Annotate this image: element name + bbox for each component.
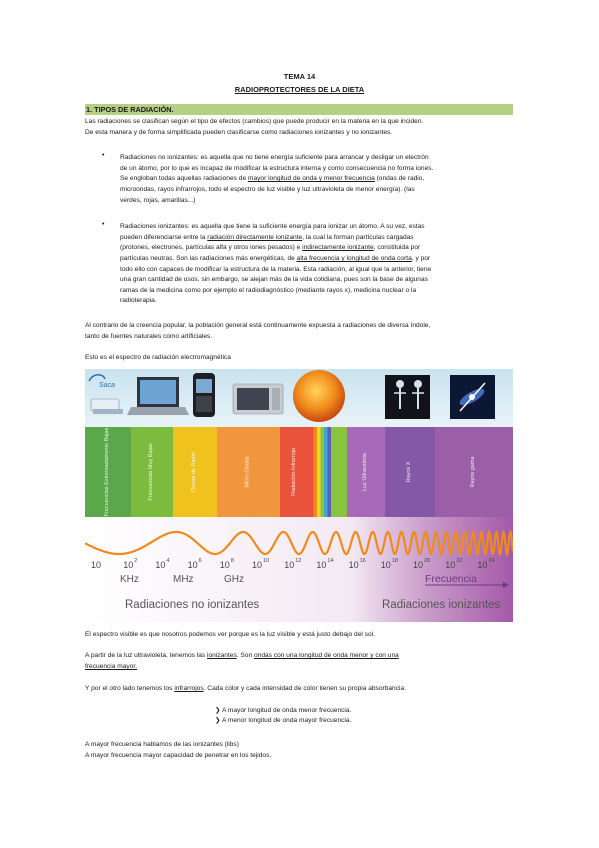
bullet1-line-5: verdes, rojas, amarillas...) — [120, 197, 196, 204]
tick-label: 10 — [284, 560, 295, 570]
band-label: Luz Ultravioleta — [362, 453, 368, 491]
tick-label: 10 — [123, 560, 134, 570]
after-line-2: A partir de la luz ultravioleta, tenemos las ionizantes. Son ondas con una longitud de onda menor y con una — [85, 652, 399, 659]
para2-line-1: Al contrario de la creencia popular, la población general está continuamente expuesta a radiaciones de diversa índole, — [85, 322, 431, 329]
bullet2-line-7: ramas de la medicina como por ejemplo el radiodiagnóstico (mediante rayos x), medicina nuclear o la — [120, 287, 417, 294]
tema-heading: TEMA 14 — [283, 72, 316, 81]
tick-label: 10 — [477, 560, 488, 570]
band-label: Ondas de Radio — [191, 452, 197, 492]
tick-exponent: 16 — [359, 558, 366, 564]
band-label: Frecuencias Muy Bajas — [148, 443, 154, 501]
microwave-icon — [233, 384, 283, 414]
tick-label: 10 — [219, 560, 230, 570]
arrow-right-icon: ❯ — [215, 707, 222, 714]
bullet2-line-5: todo ello con capaces de modificar la estructura de la materia. Esta radiación, al igual que la anterior, tiene — [120, 266, 432, 273]
final-line-2: A mayor frecuencia mayor capacidad de penetrar en los tejidos. — [85, 752, 272, 759]
intro-line-1: Las radiaciones se clasifican según el tipo de efectos (cambios) que puede producir en la materia en la que inciden. — [85, 118, 424, 125]
spectrum-illustration — [85, 369, 513, 622]
final-line-1: A mayor frecuencia hablamos de las ionizantes (libs) — [85, 741, 239, 748]
powerline-icon — [91, 399, 123, 414]
tick-exponent: 10 — [263, 558, 270, 564]
bullet2-line-8: radioterapia. — [120, 297, 157, 304]
tick-label: 10 — [155, 560, 166, 570]
band-label: Micro Ondas — [244, 456, 251, 488]
tick-exponent: 8 — [230, 558, 234, 564]
visible-light-stripe — [321, 427, 325, 517]
tick-exponent: 2 — [134, 558, 138, 564]
tick-label: 10 — [413, 560, 424, 570]
tick-exponent: 14 — [327, 558, 334, 564]
after-line-1: El espectro visible es que nosotros podemos ver porque es la luz visible y está justo debajo del sol. — [85, 631, 375, 638]
arrow-right-icon: ❯ — [215, 717, 222, 724]
page-title: RADIOPROTECTORES DE LA DIETA — [234, 85, 365, 94]
tick-label: 10 — [380, 560, 391, 570]
unit-ghz: GHz — [224, 574, 244, 585]
sun-icon — [293, 370, 345, 422]
spectrum-caption: Esto es el espectro de radiación electromagnética — [85, 354, 231, 361]
tick-label: 10 — [252, 560, 263, 570]
band-label: Radiación Infrarroja — [291, 448, 297, 496]
tick-label: 10 — [187, 560, 198, 570]
visible-light-stripe — [317, 427, 321, 517]
non-ionizing-label: Radiaciones no ionizantes — [125, 599, 260, 611]
tick-label: 10 — [316, 560, 327, 570]
visible-light-stripe — [310, 427, 314, 517]
spectrum-bands — [85, 427, 513, 517]
after-line-3: frecuencia mayor. — [85, 663, 138, 670]
visible-light-stripe — [314, 427, 318, 517]
after-line-4: Y por el otro lado tenemos los infrarrojos. Cada color y cada intensidad de color tienen su propia absorbancia. — [85, 685, 406, 692]
tick-label: 10 — [348, 560, 359, 570]
tick-exponent: 20 — [424, 558, 431, 564]
tick-exponent: 6 — [198, 558, 202, 564]
tick-exponent: 4 — [166, 558, 170, 564]
intro-line-2: De esta manera y de forma simplificada pueden clasificarse como radiaciones ionizantes y no ionizantes. — [85, 129, 393, 136]
bullet-dot: • — [102, 152, 105, 159]
xray-icon — [385, 375, 430, 419]
bullet2-line-3: (protones, electrones, partículas alfa y otros iones pesados) e indirectamente ionizante, constituida por — [120, 244, 421, 251]
bullet2-line-1: Radiaciones ionizantes: es aquella que tiene la suficiente energía para ionizar un átomo. A su vez, estas — [120, 223, 425, 230]
frequency-label: Frecuencia — [425, 573, 477, 585]
band-label: Rayos gama — [470, 456, 476, 488]
unit-khz: KHz — [120, 574, 139, 585]
para2-line-2: tanto de fuentes naturales como artificiales. — [85, 333, 213, 340]
arrow-item-2: ❯ A menor longitud de onda mayor frecuencia. — [215, 717, 352, 724]
tick-exponent: 22 — [456, 558, 463, 564]
bullet1-line-3: Se engloban todas aquellas radiaciones de mayor longitud de onda y menor frecuencia (ondas de radio, — [120, 175, 425, 182]
tick-exponent: 12 — [295, 558, 302, 564]
arrow-item-1: ❯ A mayor longitud de onda menor frecuencia. — [215, 707, 352, 714]
band-label: Frecuencias Extremadamente Bajas — [104, 427, 110, 517]
phone-icon — [193, 373, 215, 417]
visible-light-stripe — [324, 427, 328, 517]
bullet-dot: • — [102, 221, 105, 228]
unit-mhz: MHz — [173, 574, 194, 585]
bullet1-line-1: Radiaciones no ionizantes: es aquella que no tiene energía suficiente para arrancar y desligar un electrón — [120, 154, 429, 161]
bullet1-line-2: de un átomo, por lo que es incapaz de modificar la estructura interna y como consecuencia no forma iones. — [120, 165, 434, 172]
tick-exponent: 24 — [488, 558, 495, 564]
tick-exponent: 18 — [391, 558, 398, 564]
tick-label: 10 — [91, 560, 102, 570]
logo-text: Saca — [99, 382, 115, 389]
bullet2-line-4: partículas neutras. Son las radiaciones más energéticas, de alta frecuencia y longitud de onda corta, y por — [120, 255, 431, 262]
bullet1-line-4: microondas, rayos infrarrojos, todo el espectro de luz visible y luz ultravioleta de menor energía). (las — [120, 186, 415, 193]
bullet2-line-2: pueden diferenciarse entre la radiación directamente ionizante, la cual la forman partículas cargadas — [120, 234, 414, 241]
band-label: Rayos X — [406, 461, 412, 483]
visible-light-stripe — [328, 427, 332, 517]
bullet2-line-6: una gran cantidad de usos, sin embargo, se alejan más de la vida cotidiana, pues son la base de algunas — [120, 276, 428, 283]
tick-label: 10 — [445, 560, 456, 570]
ionizing-label: Radiaciones ionizantes — [382, 599, 501, 611]
section-heading: 1. TIPOS DE RADIACIÓN. — [85, 104, 513, 115]
gamma-burst-icon — [450, 375, 495, 419]
